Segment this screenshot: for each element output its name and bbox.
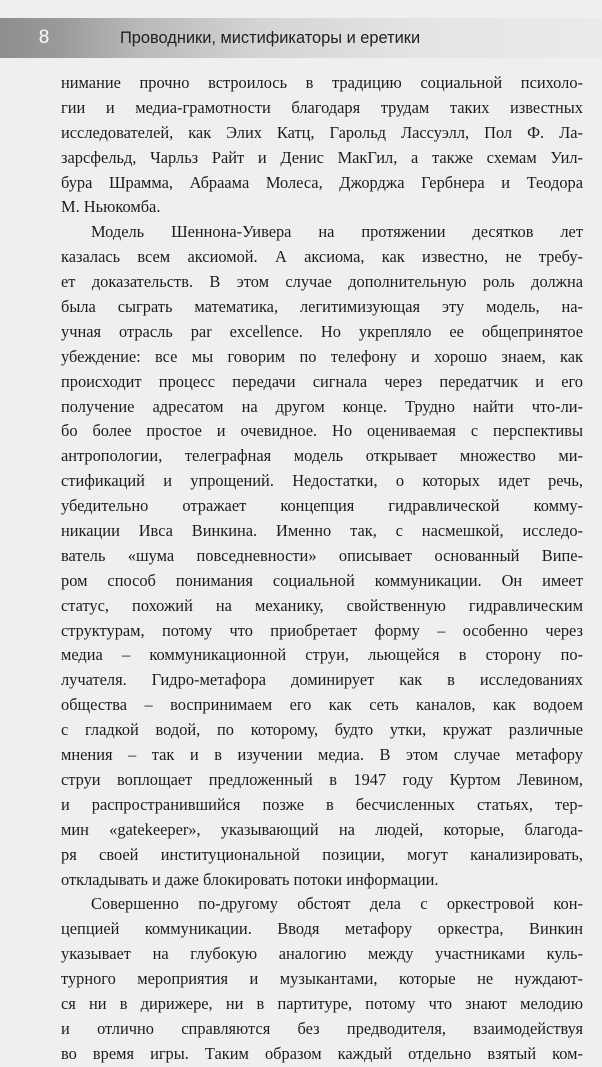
text-line: струи воплощает предложенный в 1947 году Куртом Левином, bbox=[61, 769, 583, 789]
text-line: учная отрасль par excellence. Но укрепляло ее общепринятое bbox=[61, 321, 583, 341]
text-line: откладывать и даже блокировать потоки информации. bbox=[61, 869, 439, 889]
text-line: казалась всем аксиомой. А аксиома, как известно, не требу- bbox=[61, 247, 583, 267]
body-text bbox=[61, 71, 583, 1067]
text-line: медиа – коммуникационной струи, льющейся в сторону по- bbox=[61, 645, 583, 665]
text-line: исследователей, как Элих Катц, Гарольд Лассуэлл, Пол Ф. Ла- bbox=[61, 122, 583, 142]
text-line: бура Шрамма, Абраама Молеса, Джорджа Гербнера и Теодора bbox=[61, 172, 583, 192]
text-line: с гладкой водой, по которому, будто утки, кружат различные bbox=[61, 720, 583, 740]
text-line: ря своей институциональной позиции, могут канализировать, bbox=[61, 844, 583, 864]
text-line: Модель Шеннона-Уивера на протяжении десятков лет bbox=[91, 222, 583, 242]
text-line: убеждение: все мы говорим по телефону и хорошо знаем, как bbox=[61, 346, 583, 366]
text-line: ет доказательств. В этом случае дополнительную роль должна bbox=[61, 272, 583, 292]
text-line: и распространившийся позже в бесчисленных статьях, тер- bbox=[61, 794, 583, 814]
text-line: мнения – так и в изучении медиа. В этом случае метафору bbox=[61, 745, 583, 765]
text-line: гии и медиа-грамотности благодаря трудам таких известных bbox=[61, 97, 583, 117]
page-number: 8 bbox=[38, 27, 50, 48]
text-line: и отлично справляются без предводителя, взаимодействуя bbox=[61, 1018, 583, 1038]
text-line: М. Ньюкомба. bbox=[61, 197, 161, 217]
text-line: ся ни в дирижере, ни в партитуре, потому что знают мелодию bbox=[61, 993, 583, 1013]
text-line: лучателя. Гидро-метафора доминирует как в исследованиях bbox=[61, 670, 583, 690]
text-line: убедительно отражает концепция гидравлической комму- bbox=[61, 496, 583, 516]
text-line: мин «gatekeeper», указывающий на людей, которые, благода- bbox=[61, 819, 583, 839]
text-line: была сыграть математика, легитимизующая эту модель, на- bbox=[61, 297, 583, 317]
text-line: турного мероприятия и музыкантами, которые не нуждают- bbox=[61, 969, 583, 989]
text-line: Совершенно по-другому обстоят дела с оркестровой кон- bbox=[91, 894, 583, 914]
text-line: ром способ понимания социальной коммуникации. Он имеет bbox=[61, 570, 583, 590]
text-line: общества – воспринимаем его как сеть каналов, как водоем bbox=[61, 695, 583, 715]
text-line: во время игры. Таким образом каждый отдельно взятый ком- bbox=[61, 1043, 583, 1063]
running-title: Проводники, мистификаторы и еретики bbox=[120, 29, 421, 47]
text-line: ватель «шума повседневности» описывает основанный Випе- bbox=[61, 545, 583, 565]
text-line: бо более простое и очевидное. Но оцениваемая с перспективы bbox=[61, 421, 583, 441]
text-line: антропологии, телеграфная модель открывает множество ми- bbox=[61, 446, 583, 466]
text-line: нимание прочно встроилось в традицию социальной психоло- bbox=[61, 73, 583, 92]
text-line: указывает на глубокую аналогию между участниками куль- bbox=[61, 944, 583, 964]
text-line: стификаций и упрощений. Недостатки, о которых идет речь, bbox=[61, 471, 583, 491]
text-line: происходит процесс передачи сигнала через передатчик и его bbox=[61, 371, 583, 391]
text-line: получение адресатом на другом конце. Трудно найти что-ли- bbox=[61, 396, 583, 416]
text-line: структурам, потому что приобретает форму – особенно через bbox=[61, 620, 583, 640]
text-line: зарсфельд, Чарльз Райт и Денис МакГил, а также схемам Уил- bbox=[61, 147, 583, 167]
text-line: цепцией коммуникации. Вводя метафору оркестра, Винкин bbox=[61, 919, 583, 939]
text-line: статус, похожий на механику, свойственную гидравлическим bbox=[61, 595, 583, 615]
text-line: никации Ивса Винкина. Именно так, с насмешкой, исследо- bbox=[61, 521, 583, 541]
